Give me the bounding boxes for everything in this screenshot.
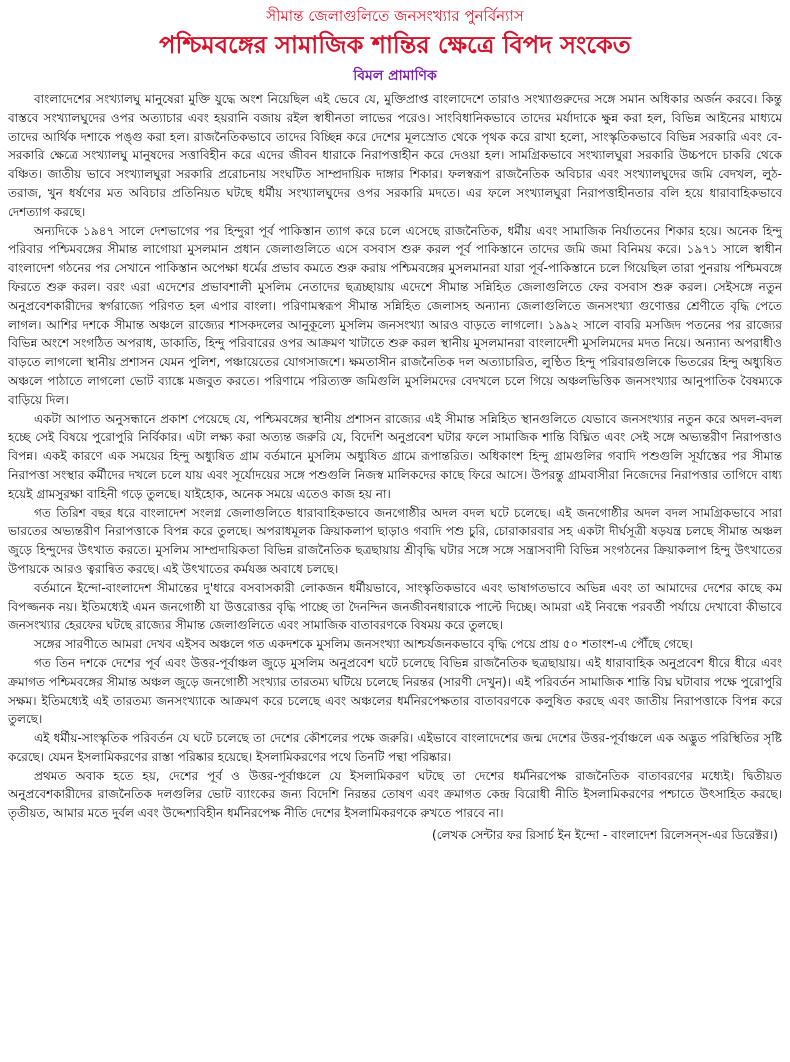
paragraph-6: সঙ্গের সারণীতে আমরা দেখব এইসব অঞ্চলে গত একদশকে মুসলিম জনসংখ্যা আশ্চর্যজনকভাবে বৃদ্ধি পেয়ে প্রায় ৫০ শতাংশ-এ পৌঁছে গেছে।	[34, 637, 693, 652]
paragraph-2: অন্যদিকে ১৯৪৭ সালে দেশভাগের পর হিন্দুরা পূর্ব পাকিস্তান ত্যাগ করে চলে এসেছে রাজনৈতিক, ধর্মীয় এবং সামাজিক নির্যাতনের শিকার হয়ে। অনেক হিন্দু পরিবার পশ্চিমবঙ্গের সীমান্ত লাগোয়া মুসলমান প্রধান জেলাগুলিতে এসে বসবাস শুরু করল পূর্ব পাকিস্তানে তাদের জমি জমা বিনিময় করে। ১৯৭১ সালে স্বাধীন বাংলাদেশ গঠনের পর সেখানে পাকিস্তান অপেক্ষা ধর্মের প্রভাব কমতে শুরু করায় পশ্চিমবঙ্গের মুসলমানরা যারা পূর্ব-পাকিস্তানে চলে গিয়েছিল তারা পুনরায় পশ্চিমবঙ্গে ফিরতে শুরু করল। বরং এরা এদেশের প্রভাবশালী মুসলিম নেতাদের ছত্রচ্ছায়ায় এদেশে সীমান্ত সন্নিহিত জেলাগুলিতে ফের বসবাস শুরু করল। সেইসঙ্গে নতুন অনুপ্রবেশকারীদের স্বর্গরাজ্যে পরিণত হল এপার বাংলা। পরিণামস্বরূপ সীমান্ত সন্নিহিত জেলাসহ অন্যান্য জেলাগুলিতে জনসংখ্যা গুণোত্তর শ্রেণীতে বৃদ্ধি পেতে লাগল। আশির দশকে সীমান্ত অঞ্চলে রাজ্যের শাসকদলের আনুকূল্যে মুসলিম জনসংখ্যা আরও বাড়তে লাগলো। ১৯৯২ সালে বাবরি মসজিদ পতনের পর রাজ্যের বিভিন্ন অংশে সংগঠিত অপরাধ, ডাকাতি, হিন্দু পরিবারের ওপর আক্রমণ খাটাতে শুরু করল স্থানীয় মুসলমানরা বাংলাদেশী মুসলিমদের মদত নিয়ে। অন্যান্য অপরাধীও বাড়তে লাগলো স্থানীয় প্রশাসন যেমন পুলিশ, পঞ্চায়েতের যোগসাজশে। ক্ষমতাসীন রাজনৈতিক দল অত্যাচারিত, লুণ্ঠিত হিন্দু পরিবারগুলিকে ভিতরের হিন্দু অধ্যুষিত অঞ্চলে পাঠাতে লাগলো ভোট ব্যাঙ্কে মজবুত করতে। পরিণামে পরিত্যক্ত জমিগুলি মুসলিমদের বেদখলে চলে গিয়ে অঞ্চলভিত্তিক জনসংখ্যার আনুপাতিক বৈষম্যকে বাড়িয়ে দিল।	[8, 223, 782, 407]
article-headline: পশ্চিমবঙ্গের সামাজিক শান্তির ক্ষেত্রে বিপদ সংকেত	[159, 31, 631, 59]
paragraph-7: গত তিন দশকে দেশের পূর্ব এবং উত্তর-পূর্বাঞ্চল জুড়ে মুসলিম অনুপ্রবেশ ঘটে চলেছে বিভিন্ন রাজনৈতিক ছত্রছায়ায়। এই ধারাবাহিক অনুপ্রবেশ ধীরে ধীরে এবং ক্রমাগত পশ্চিমবঙ্গের সীমান্ত অঞ্চল জুড়ে জনগোষ্ঠী সংখ্যার তারতম্য ঘটিয়ে চলেছে নিরন্তর (সারণী দেখুন)। এই পরিবর্তন সামাজিক শান্তি বিঘ্ন ঘটাবার পক্ষে পুরোপুরি সক্ষম। ইতিমধ্যেই এই তারতম্য জনসংখ্যাকে আক্রমণ করে চলেছে এবং অঞ্চলের ধর্মনিরপেক্ষতার বাতাবরণকে কলুষিত করছে এবং জাতীয় নিরাপত্তাকে বিপন্ন করে তুলছে।	[8, 655, 782, 727]
article-author: বিমল প্রামাণিক	[353, 68, 437, 84]
paragraph-3: একটা আপাত অনুসন্ধানে প্রকাশ পেয়েছে যে, পশ্চিমবঙ্গের স্থানীয় প্রশাসন রাজ্যের এই সীমান্ত সন্নিহিত স্থানগুলিতে যেভাবে জনসংখ্যার নতুন করে অদল-বদল হচ্ছে সেই বিষয়ে পুরোপুরি নির্বিকার। এটা লক্ষ্য করা অত্যন্ত জরুরি যে, বিদেশি অনুপ্রবেশ ঘটার ফলে সামাজিক শান্তি বিঘ্নিত এবং সেই সঙ্গে অভ্যন্তরীণ নিরাপত্তাও বিপন্ন। একই কারণে এক সময়ের হিন্দু অধ্যুষিত গ্রাম বর্তমানে মুসলিম অধ্যুষিত গ্রামে রূপান্তরিত। অধিকাংশ হিন্দু গ্রামগুলির গবাদি পশুগুলি সূর্যাস্তের পর সীমান্ত নিরাপত্তা সংস্থার কর্মীদের দখলে চলে যায় এবং সূর্যোদয়ের সঙ্গে পশুগুলি নিজস্ব মালিকদের কাছে ফিরে আসে। উপরন্তু গ্রামবাসীরা নিজেদের নিরাপত্তার তাগিদে বাধ্য হয়েই গ্রামসুরক্ষা বাহিনী গড়ে তুলছে। যাইহোক, অনেক সময়ে এতেও কাজ হয় না।	[8, 411, 782, 501]
paragraph-9: প্রথমত অবাক হতে হয়, দেশের পূর্ব ও উত্তর-পূর্বাঞ্চলে যে ইসলামিকরণ ঘটছে তা দেশের ধর্মনিরপেক্ষ রাজনৈতিক বাতাবরণের মধ্যেই। দ্বিতীয়ত অনুপ্রবেশকারীদের রাজনৈতিক দলগুলির ভোট ব্যাংকের জন্য বিদেশি নিরন্তর তোষণ এবং ক্রমাগত কেন্দ্র বিরোধী নীতি ইসলামিকরণের পশ্চাতে উৎসাহিত করছে। তৃতীয়ত, আমার মতে দুর্বল এবং উদ্দেশ্যবিহীন ধর্মনিরপেক্ষ নীতি দেশের ইসলামিকরণকে রুখতে পারবে না।	[8, 768, 782, 821]
article-body	[8, 90, 782, 823]
article-kicker: সীমান্ত জেলাগুলিতে জনসংখ্যার পুনর্বিন্যাস	[266, 7, 524, 25]
paragraph-4: গত তিরিশ বছর ধরে বাংলাদেশ সংলগ্ন জেলাগুলিতে ধারাবাহিকভাবে জনগোষ্ঠীর অদল বদল ঘটে চলেছে। এই জনগোষ্ঠীর অদল বদল সামগ্রিকভাবে সারা ভারতের অভ্যন্তরীণ নিরাপত্তাকে বিপন্ন করে তুলছে। অপরাধমূলক ক্রিয়াকলাপ ছাড়াও গবাদি পশু চুরি, চোরাকারবার সহ একটা দীর্ঘসূত্রী ষড়যন্ত্র চলছে সীমান্ত অঞ্চল জুড়ে হিন্দুদের উৎখাত করতে। মুসলিম সাম্প্রদায়িকতা বিভিন্ন রাজনৈতিক ছত্রছায়ায় শ্রীবৃদ্ধি ঘটার সঙ্গে সঙ্গে সন্ত্রাসবাদী বিভিন্ন সংগঠনের ক্রিয়াকলাপ হিন্দু উৎখাতের উপায়কে আরও ত্বরান্বিত করছে। এই উৎখাতের কর্মযজ্ঞ অবাধে চলছে।	[8, 505, 782, 576]
paragraph-8: এই ধর্মীয়-সাংস্কৃতিক পরিবর্তন যে ঘটে চলেছে তা দেশের কৌশলের পক্ষে জরুরি। এইভাবে বাংলাদেশের জন্ম দেশের উত্তর-পূর্বাঞ্চলে এক অদ্ভুত পরিস্থিতির সৃষ্টি করেছে। যেমন ইসলামিকরণের রাস্তা পরিষ্কার হয়েছে। ইসলামিকরণের পথে তিনটি পন্থা পরিষ্কার।	[8, 731, 782, 764]
author-credit: (লেখক সেন্টার ফর রিসার্চ ইন ইন্দো - বাংলাদেশ রিলেসন্‌স-এর ডিরেক্টর।)	[432, 828, 778, 843]
paragraph-5: বর্তমানে ইন্দো-বাংলাদেশ সীমান্তের দু'ধারে বসবাসকারী লোকজন ধর্মীয়ভাবে, সাংস্কৃতিকভাবে এবং ভাষাগতভাবে অভিন্ন এবং তা আমাদের দেশের কাছে কম বিপজ্জনক নয়। ইতিমধ্যেই এমন জনগোষ্ঠী যা উত্তরোত্তর বৃদ্ধি পাচ্ছে তা দৈনন্দিন জনজীবনধারাকে পাল্টে দিচ্ছে। আমরা এই নিবন্ধে পরবর্তী পর্যায়ে দেখাবো কীভাবে জনসংখ্যার হেরফের ঘটছে রাজ্যের সীমান্ত জেলাগুলিতে এবং সামাজিক বাতাবরণকে বিষময় করে তুলছে।	[8, 580, 782, 633]
paragraph-1: বাংলাদেশের সংখ্যালঘু মানুষেরা মুক্তি যুদ্ধে অংশ নিয়েছিল এই ভেবে যে, মুক্তিপ্রাপ্ত বাংলাদেশে তারাও সংখ্যাগুরুদের সঙ্গে সমান অধিকার অর্জন করবে। কিন্তু বাস্তবে সংখ্যালঘুদের ওপর অত্যাচার এবং হয়রানি বজায় রইল স্বাধীনতা লাভের পরেও। সাংবিধানিকভাবে তাদের মর্যাদাকে ক্ষুন্ন করা হল, বিভিন্ন আইনের মাধ্যমে তাদের আর্থিক দশাকে পঙ্গু করা হল। রাজনৈতিকভাবে তাদের বিচ্ছিন্ন করে দেশের মূলস্রোত থেকে পৃথক করে রাখা হলো, সাংস্কৃতিকভাবে বিভিন্ন সরকারি এবং বে-সরকারি ক্ষেত্রে সংখ্যালঘু মানুষদের সত্তাবিহীন করে এদের জীবন ধারাকে নিরাপত্তাহীন করে দেওয়া হল। সামগ্রিকভাবে সংখ্যালঘুরা সরকারি উচ্চপদে চাকরি থেকে বঞ্চিত। জাতীয় ভাবে সংখ্যালঘুরা সরকারি প্ররোচনায় সংঘটিত সাম্প্রদায়িক দাঙ্গার শিকার। ফলস্বরূপ রাজনৈতিক অবিচার এবং সংখ্যালঘুদের জমি বেদখল, লুঠ-তরাজ, খুন ধর্ষণের মত অবিচার প্রতিনিয়ত ঘটছে ধর্মীয় সংখ্যালঘুদের ওপর সরকারি মদতে। এর ফলে সংখ্যালঘুরা নিরাপত্তাহীনতার বলি হয়ে ধারাবাহিকভাবে দেশত্যাগ করছে।	[8, 92, 782, 219]
